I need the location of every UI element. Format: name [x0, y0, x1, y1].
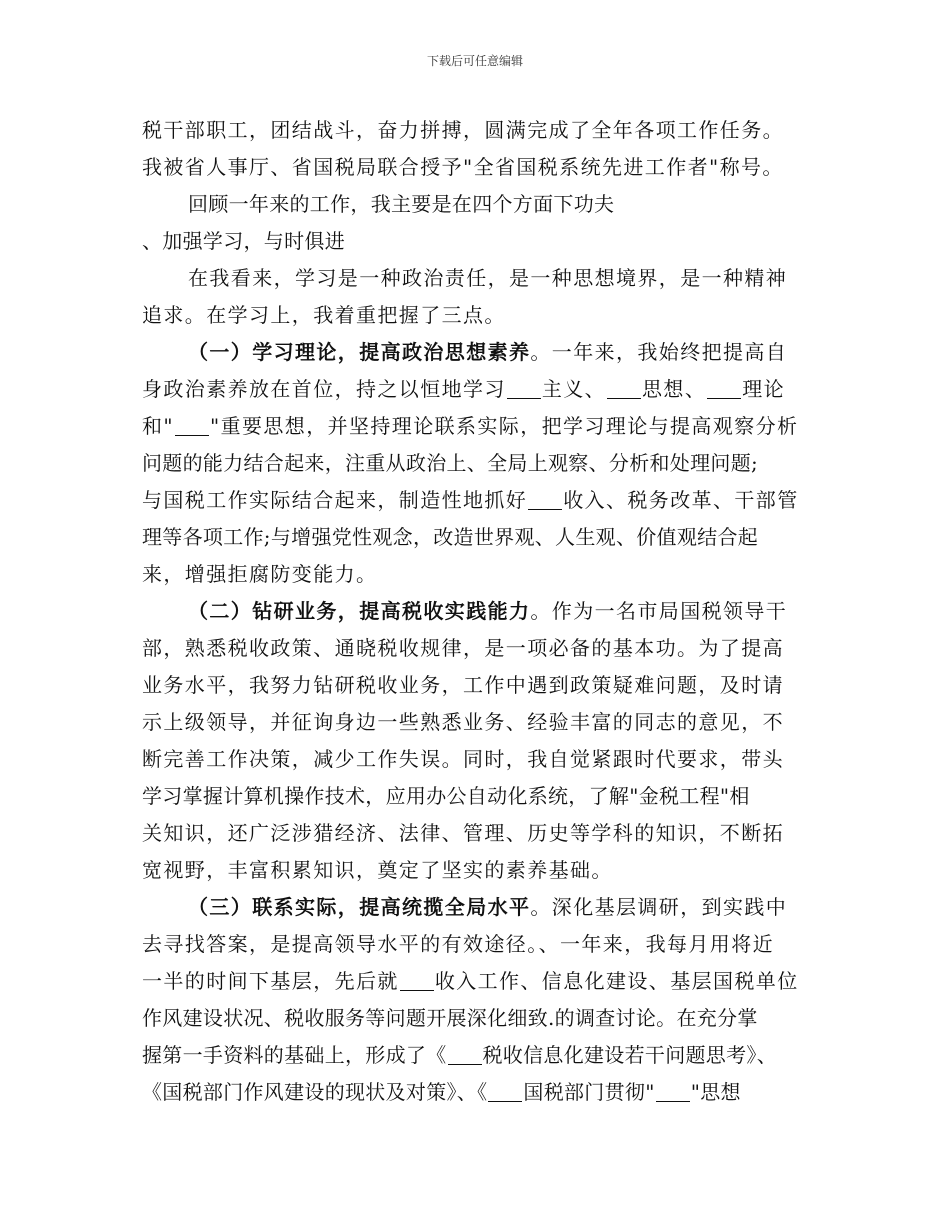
paragraph-line: 我被省人事厅、省国税局联合授予"全省国税系统先进工作者"称号。 [142, 155, 784, 179]
blank-underline [507, 378, 541, 399]
paragraph-line [142, 408, 812, 445]
text-run: 主义、 [541, 377, 607, 401]
blank-underline [607, 378, 641, 399]
text-run: 国税部门贯彻" [523, 1080, 655, 1104]
paragraph-line [142, 1074, 812, 1111]
paragraph-line [142, 482, 812, 519]
document-body [142, 112, 812, 1111]
paragraph-line: 税干部职工，团结战斗，奋力拼搏，圆满完成了全年各项工作任务。 [142, 118, 784, 142]
paragraph-line: 去寻找答案，是提高领导水平的有效途径。、一年来，我每月用将近 [142, 932, 774, 956]
blank-underline [175, 415, 209, 436]
paragraph-line: 回顾一年来的工作，我主要是在四个方面下功夫 [188, 192, 615, 216]
paragraph-line: 学习掌握计算机操作技术，应用办公自动化系统，了解"金税工程"相 [142, 784, 750, 808]
text-run: "思想 [690, 1080, 741, 1104]
page-header: 下载后可任意编辑 [426, 54, 523, 68]
text-run: 与国税工作实际结合起来，制造性地抓好 [142, 488, 528, 512]
subsection-heading: （二）钻研业务，提高税收实践能力 [188, 599, 531, 623]
subsection-heading: （一）学习理论，提高政治思想素养 [188, 340, 531, 364]
paragraph-line: 断完善工作决策，减少工作失误。同时，我自觉紧跟时代要求，带头 [142, 747, 784, 771]
blank-underline [448, 1044, 482, 1065]
paragraph-line [142, 963, 812, 1000]
paragraph-line: 来，增强拒腐防变能力。 [142, 562, 378, 586]
paragraph-line: 在我看来，学习是一种政治责任，是一种思想境界，是一种精神 [188, 266, 788, 290]
text-run: "重要思想，并坚持理论联系实际，把学习理论与提高观察分析 [210, 414, 799, 438]
paragraph-line: 问题的能力结合起来，注重从政治上、全局上观察、分析和处理问题; [142, 451, 759, 475]
text-run: 。作为一名市局国税领导干 [530, 599, 788, 623]
paragraph-line: 理等各项工作;与增强党性观念，改造世界观、人生观、价值观结合起 [142, 525, 759, 549]
blank-underline [707, 378, 741, 399]
paragraph-line: 追求。在学习上，我着重把握了三点。 [142, 303, 506, 327]
text-run: 税收信息化建设若干问题思考》、 [482, 1043, 777, 1067]
paragraph-line [142, 371, 812, 408]
text-run: 思想、 [642, 377, 707, 401]
text-run: 收入、税务改革、干部管 [563, 488, 799, 512]
text-run: 身政治素养放在首位，持之以恒地学习 [142, 377, 506, 401]
text-run: 理论 [742, 377, 786, 401]
paragraph-line: 关知识，还广泛涉猎经济、法律、管理、历史等学科的知识，不断拓 [142, 821, 784, 845]
blank-underline [488, 1081, 522, 1102]
subsection-heading: （三）联系实际，提高统揽全局水平 [188, 895, 531, 919]
text-run: 和" [142, 414, 174, 438]
text-run: 握第一手资料的基础上，形成了《 [142, 1043, 447, 1067]
paragraph-line [142, 593, 812, 630]
paragraph-line: 业务水平，我努力钻研税收业务，工作中遇到政策疑难问题，及时请 [142, 673, 784, 697]
text-run: 。深化基层调研，到实践中 [530, 895, 788, 919]
section-heading: 、加强学习，与时俱进 [142, 229, 345, 253]
blank-underline [528, 489, 562, 510]
paragraph-line [142, 1037, 812, 1074]
paragraph-line: 作风建设状况、税收服务等问题开展深化细致.的调查讨论。在充分掌 [142, 1006, 758, 1030]
paragraph-line: 宽视野，丰富积累知识，奠定了坚实的素养基础。 [142, 858, 613, 882]
text-run: 一半的时间下基层，先后就 [142, 969, 399, 993]
blank-underline [400, 970, 434, 991]
blank-underline [656, 1081, 690, 1102]
paragraph-line [142, 334, 812, 371]
paragraph-line: 示上级领导，并征询身边一些熟悉业务、经验丰富的同志的意见，不 [142, 710, 784, 734]
text-run: 。一年来，我始终把提高自 [530, 340, 788, 364]
text-run: 《国税部门作风建设的现状及对策》、《 [142, 1080, 488, 1104]
paragraph-line [142, 889, 812, 926]
text-run: 收入工作、信息化建设、基层国税单位 [434, 969, 799, 993]
paragraph-line: 部，熟悉税收政策、通晓税收规律，是一项必备的基本功。为了提高 [142, 636, 784, 660]
